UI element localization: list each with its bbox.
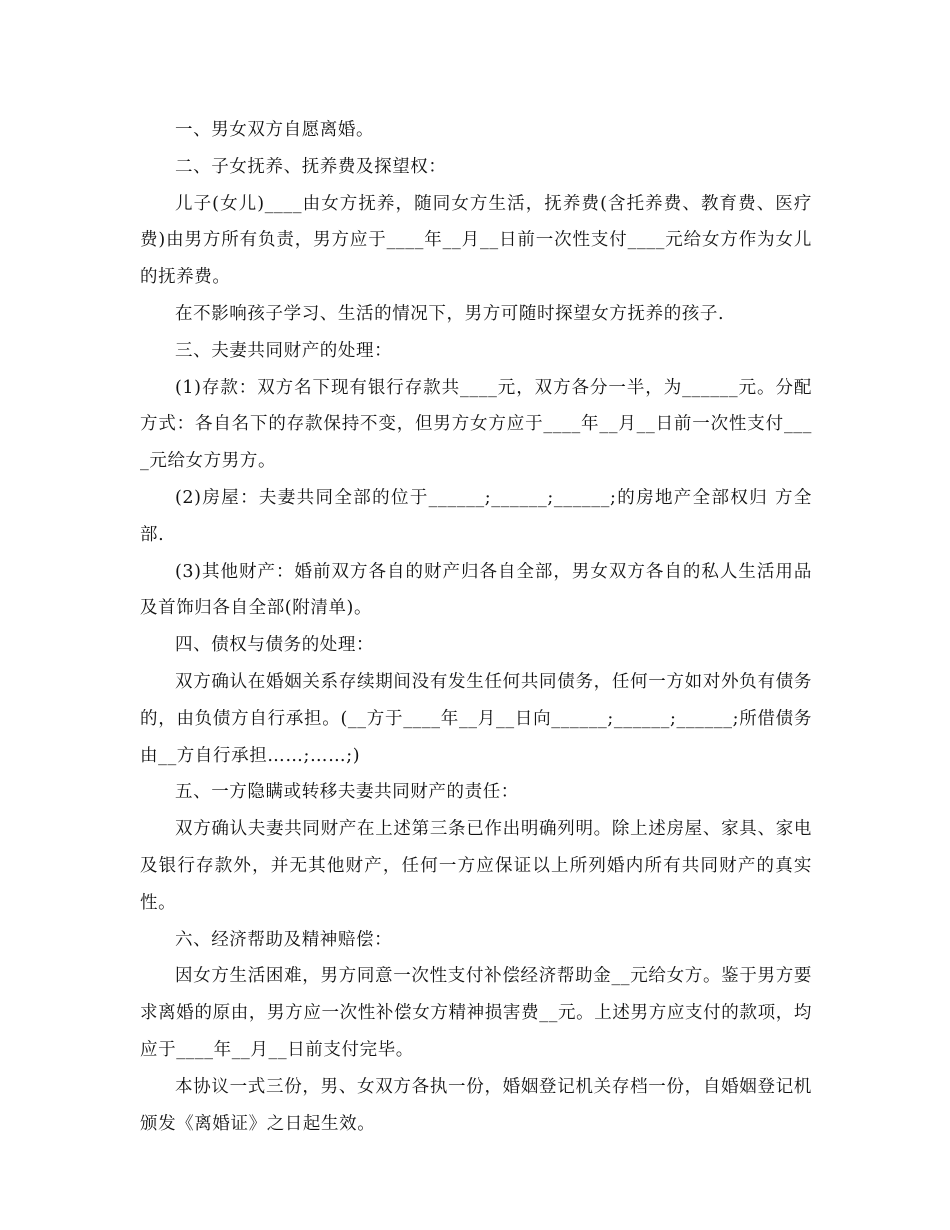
paragraph-deposits: (1)存款：双方名下现有银行存款共____元，双方各分一半，为______元。分配方式：各自名下的存款保持不变，但男方女方应于____年__月__日前一次性支付____元给女方男方。 xyxy=(140,377,812,472)
paragraph-copies-effective: 本协议一式三份，男、女双方各执一份，婚姻登记机关存档一份，自婚姻登记机颁发《离婚证》之日起生效。 xyxy=(140,1076,812,1134)
paragraph-visitation: 在不影响孩子学习、生活的情况下，男方可随时探望女方抚养的孩子. xyxy=(175,303,725,324)
paragraph-child-custody: 儿子(女儿)____由女方抚养，随同女方生活，抚养费(含托养费、教育费、医疗费)由男方所有负责，男方应于____年__月__日前一次性支付____元给女方作为女儿的抚养费。 xyxy=(140,193,812,288)
paragraph-debts: 双方确认在婚姻关系存续期间没有发生任何共同债务，任何一方如对外负有债务的，由负债方自行承担。(__方于____年__月__日向______;______;______;所借债务由__方自行承担……;……;) xyxy=(140,671,812,766)
paragraph-property-confirmation: 双方确认夫妻共同财产在上述第三条已作出明确列明。除上述房屋、家具、家电及银行存款外，并无其他财产，任何一方应保证以上所列婚内所有共同财产的真实性。 xyxy=(140,819,812,913)
document-body xyxy=(140,112,812,1142)
section-heading-5: 五、一方隐瞒或转移夫妻共同财产的责任： xyxy=(175,782,519,803)
paragraph-other-property: (3)其他财产：婚前双方各自的财产归各自全部，男女双方各自的私人生活用品及首饰归各自全部(附清单)。 xyxy=(140,561,812,619)
section-heading-6: 六、经济帮助及精神赔偿： xyxy=(175,929,393,950)
section-heading-2: 二、子女抚养、抚养费及探望权： xyxy=(175,156,447,177)
section-heading-4: 四、债权与债务的处理： xyxy=(175,635,375,656)
section-heading-3: 三、夫妻共同财产的处理： xyxy=(175,340,393,361)
paragraph-housing: (2)房屋：夫妻共同全部的位于______;______;______;的房地产全部权归 方全部. xyxy=(140,487,812,545)
paragraph-compensation: 因女方生活困难，男方同意一次性支付补偿经济帮助金__元给女方。鉴于男方要求离婚的原由，男方应一次性补偿女方精神损害费__元。上述男方应支付的款项，均应于____年__月__日前支付完毕。 xyxy=(140,966,812,1060)
section-heading-1: 一、男女双方自愿离婚。 xyxy=(175,120,375,140)
